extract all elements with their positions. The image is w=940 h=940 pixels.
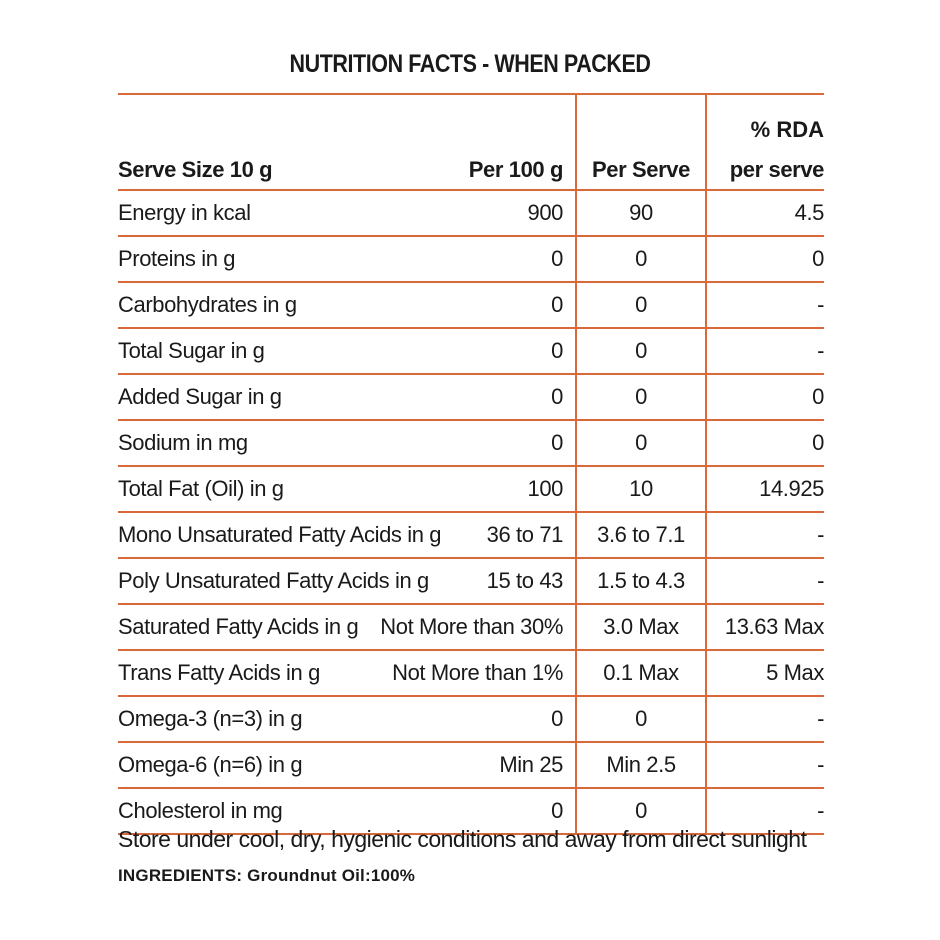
per-serve-value: 0 <box>635 384 647 409</box>
nutrient-name-and-per100-cell <box>118 328 576 374</box>
rda-value: - <box>817 798 824 823</box>
table-row <box>118 512 824 558</box>
rda-cell <box>706 190 824 236</box>
nutrient-name: Carbohydrates in g <box>118 292 297 317</box>
ingredients-line: INGREDIENTS: Groundnut Oil:100% <box>118 866 416 885</box>
rda-value: 4.5 <box>794 200 824 225</box>
rda-value: 14.925 <box>759 476 824 501</box>
nutrition-table-wrapper <box>118 93 824 835</box>
rda-value: - <box>817 568 824 593</box>
per-serve-cell <box>576 190 706 236</box>
table-row <box>118 190 824 236</box>
rda-cell <box>706 742 824 788</box>
table-row <box>118 650 824 696</box>
table-row <box>118 420 824 466</box>
rda-cell <box>706 282 824 328</box>
per-serve-value: Min 2.5 <box>606 752 676 777</box>
rda-value: - <box>817 292 824 317</box>
nutrient-name-and-per100-cell <box>118 742 576 788</box>
table-header-row <box>118 94 824 190</box>
nutrient-name: Omega-3 (n=3) in g <box>118 706 303 731</box>
storage-note: Store under cool, dry, hygienic conditions and away from direct sunlight <box>118 826 807 852</box>
per-serve-cell <box>576 742 706 788</box>
per-serve-cell <box>576 328 706 374</box>
nutrient-name: Saturated Fatty Acids in g <box>118 614 359 639</box>
per-serve-cell <box>576 466 706 512</box>
rda-header-cell <box>706 94 824 190</box>
per-serve-cell <box>576 604 706 650</box>
per-serve-cell <box>576 282 706 328</box>
nutrient-name-and-per100-cell <box>118 696 576 742</box>
table-row <box>118 558 824 604</box>
per-serve-value: 0 <box>635 292 647 317</box>
per-serve-cell <box>576 650 706 696</box>
per-100g-value: 15 to 43 <box>486 568 563 593</box>
per-serve-value: 3.6 to 7.1 <box>597 522 685 547</box>
per-serve-value: 0 <box>635 706 647 731</box>
table-row <box>118 328 824 374</box>
rda-cell <box>706 604 824 650</box>
per-serve-cell <box>576 374 706 420</box>
nutrient-name-and-per100-cell <box>118 558 576 604</box>
table-row <box>118 742 824 788</box>
nutrient-name: Added Sugar in g <box>118 384 282 409</box>
nutrient-name: Poly Unsaturated Fatty Acids in g <box>118 568 429 593</box>
rda-value: 0 <box>812 430 824 455</box>
nutrient-name-and-per100-cell <box>118 604 576 650</box>
per-serve-value: 10 <box>629 476 653 501</box>
per-serve-header-cell <box>576 94 706 190</box>
nutrient-name: Mono Unsaturated Fatty Acids in g <box>118 522 442 547</box>
rda-value: 13.63 Max <box>724 614 824 639</box>
nutrient-name-and-per100-cell <box>118 374 576 420</box>
table-row <box>118 696 824 742</box>
rda-value: 0 <box>812 384 824 409</box>
nutrient-name: Omega-6 (n=6) in g <box>118 752 303 777</box>
rda-cell <box>706 328 824 374</box>
per-100g-value: Min 25 <box>499 752 563 777</box>
per-serve-value: 0 <box>635 798 647 823</box>
per-serve-value: 0 <box>635 338 647 363</box>
per-100g-value: 36 to 71 <box>486 522 563 547</box>
rda-value: - <box>817 338 824 363</box>
rda-cell <box>706 466 824 512</box>
per-serve-value: 0 <box>635 246 647 271</box>
table-row <box>118 466 824 512</box>
rda-cell <box>706 236 824 282</box>
nutrition-table <box>118 93 824 835</box>
per-serve-value: 1.5 to 4.3 <box>597 568 685 593</box>
per-serve-value: 0 <box>635 430 647 455</box>
per-100g-value: 0 <box>551 384 563 409</box>
header-name-and-per100 <box>118 94 576 190</box>
per-serve-value: 3.0 Max <box>603 614 679 639</box>
table-row <box>118 604 824 650</box>
per-serve-cell <box>576 236 706 282</box>
per-serve-cell <box>576 420 706 466</box>
per-serve-value: 0.1 Max <box>603 660 679 685</box>
rda-value: - <box>817 522 824 547</box>
rda-value: - <box>817 752 824 777</box>
nutrient-name: Total Fat (Oil) in g <box>118 476 284 501</box>
nutrient-name-and-per100-cell <box>118 190 576 236</box>
rda-value: 5 Max <box>766 660 824 685</box>
per-serve-value: 90 <box>629 200 653 225</box>
per-serve-cell <box>576 696 706 742</box>
nutrient-name-and-per100-cell <box>118 466 576 512</box>
rda-header-line2: per serve <box>729 157 824 182</box>
per-100g-value: 0 <box>551 430 563 455</box>
nutrient-name: Sodium in mg <box>118 430 248 455</box>
nutrient-name-and-per100-cell <box>118 236 576 282</box>
rda-cell <box>706 558 824 604</box>
nutrient-name: Proteins in g <box>118 246 236 271</box>
nutrient-name: Trans Fatty Acids in g <box>118 660 320 685</box>
per-100g-value: 0 <box>551 246 563 271</box>
table-row <box>118 282 824 328</box>
nutrient-name: Cholesterol in mg <box>118 798 283 823</box>
per-100g-value: 900 <box>527 200 563 225</box>
rda-value: 0 <box>812 246 824 271</box>
per-100g-header: Per 100 g <box>468 157 563 182</box>
per-100g-value: 0 <box>551 798 563 823</box>
nutrition-title: NUTRITION FACTS - WHEN PACKED <box>289 50 651 78</box>
rda-cell <box>706 512 824 558</box>
nutrition-table-body <box>118 190 824 834</box>
per-100g-value: Not More than 30% <box>380 614 563 639</box>
per-100g-value: Not More than 1% <box>392 660 563 685</box>
per-100g-value: 0 <box>551 292 563 317</box>
rda-cell <box>706 650 824 696</box>
rda-cell <box>706 374 824 420</box>
nutrient-name-and-per100-cell <box>118 420 576 466</box>
per-100g-value: 100 <box>527 476 563 501</box>
per-serve-header: Per Serve <box>592 157 690 182</box>
table-row <box>118 374 824 420</box>
rda-header-line1: % RDA <box>750 117 824 142</box>
nutrient-name-and-per100-cell <box>118 650 576 696</box>
rda-cell <box>706 420 824 466</box>
per-serve-cell <box>576 512 706 558</box>
table-row <box>118 236 824 282</box>
per-100g-value: 0 <box>551 706 563 731</box>
nutrient-name: Total Sugar in g <box>118 338 265 363</box>
rda-cell <box>706 696 824 742</box>
rda-value: - <box>817 706 824 731</box>
nutrient-name-and-per100-cell <box>118 512 576 558</box>
nutrient-name-and-per100-cell <box>118 282 576 328</box>
per-100g-value: 0 <box>551 338 563 363</box>
per-serve-cell <box>576 558 706 604</box>
serve-size-label: Serve Size 10 g <box>118 157 273 182</box>
nutrient-name: Energy in kcal <box>118 200 251 225</box>
